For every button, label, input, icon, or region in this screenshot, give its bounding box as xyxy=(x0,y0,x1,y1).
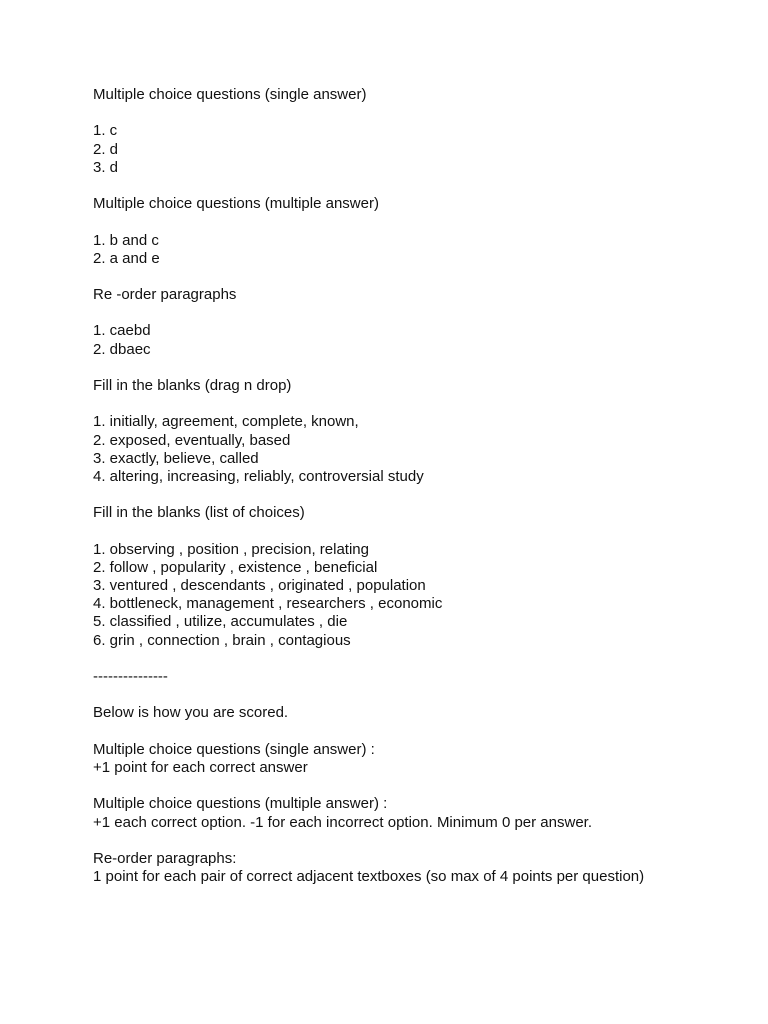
answer-item: 5. classified , utilize, accumulates , die xyxy=(93,613,348,631)
answer-item: 1. caebd xyxy=(93,322,151,340)
answer-item: 2. follow , popularity , existence , beneficial xyxy=(93,558,378,576)
answer-item: 6. grin , connection , brain , contagious xyxy=(93,631,351,649)
spacer xyxy=(93,104,733,122)
section-heading: Multiple choice questions (multiple answer) xyxy=(93,195,379,213)
spacer xyxy=(93,304,733,322)
spacer xyxy=(93,777,733,795)
spacer xyxy=(93,177,733,195)
scoring-heading: Multiple choice questions (multiple answer) : xyxy=(93,795,388,813)
spacer xyxy=(93,486,733,504)
answer-item: 3. d xyxy=(93,158,119,176)
answer-item: 3. exactly, believe, called xyxy=(93,449,259,467)
section-heading: Multiple choice questions (single answer) xyxy=(93,86,367,103)
scoring-text: +1 each correct option. -1 for each incorrect option. Minimum 0 per answer. xyxy=(93,813,592,831)
spacer xyxy=(93,832,733,850)
answer-item: 4. bottleneck, management , researchers , economic xyxy=(93,595,443,613)
section-heading: Fill in the blanks (list of choices) xyxy=(93,504,305,522)
spacer xyxy=(93,650,733,668)
scoring-intro: Below is how you are scored. xyxy=(93,704,289,722)
answer-item: 2. d xyxy=(93,140,119,158)
spacer xyxy=(93,395,733,413)
answer-key-content xyxy=(93,86,733,886)
section-heading: Fill in the blanks (drag n drop) xyxy=(93,377,292,394)
answer-item: 2. a and e xyxy=(93,249,160,267)
answer-item: 2. exposed, eventually, based xyxy=(93,431,291,449)
scoring-text: 1 point for each pair of correct adjacent textboxes (so max of 4 points per question) xyxy=(93,868,645,886)
answer-item: 3. ventured , descendants , originated , population xyxy=(93,577,426,595)
answer-item: 2. dbaec xyxy=(93,340,151,358)
spacer xyxy=(93,268,733,286)
answer-item: 4. altering, increasing, reliably, controversial study xyxy=(93,467,424,485)
spacer xyxy=(93,359,733,377)
scoring-text: +1 point for each correct answer xyxy=(93,758,308,776)
scoring-heading: Re-order paragraphs: xyxy=(93,849,237,867)
divider-line: --------------- xyxy=(93,668,168,685)
spacer xyxy=(93,723,733,741)
answer-item: 1. b and c xyxy=(93,231,159,249)
spacer xyxy=(93,686,733,704)
section-heading: Re -order paragraphs xyxy=(93,286,237,304)
answer-item: 1. c xyxy=(93,122,118,140)
spacer xyxy=(93,213,733,231)
spacer xyxy=(93,523,733,541)
answer-item: 1. initially, agreement, complete, known, xyxy=(93,413,359,431)
scoring-heading: Multiple choice questions (single answer) : xyxy=(93,740,375,758)
answer-item: 1. observing , position , precision, relating xyxy=(93,540,369,558)
